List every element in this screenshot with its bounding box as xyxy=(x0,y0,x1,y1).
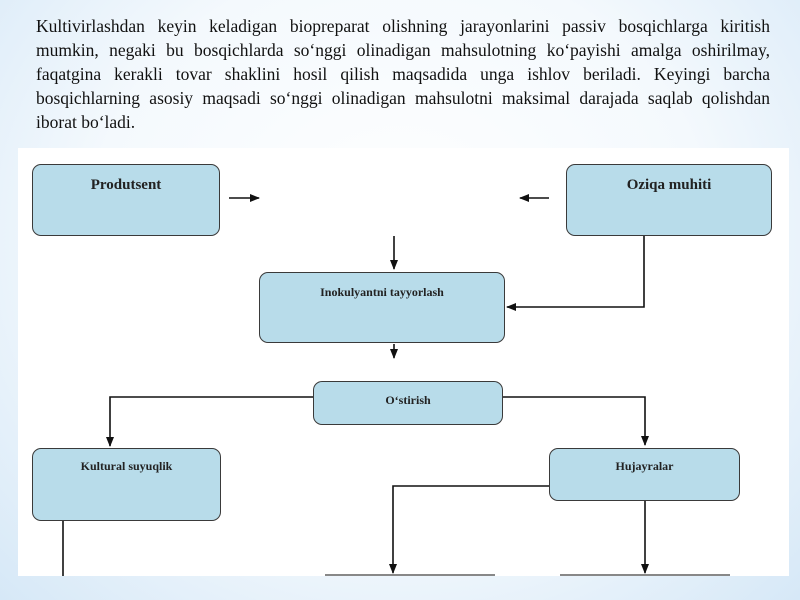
node-kultural-suyuqlik-label: Kultural suyuqlik xyxy=(80,459,173,473)
node-inokulyant-label: Inokulyantni tayyorlash xyxy=(320,285,444,299)
node-hujayralar xyxy=(549,448,740,501)
node-produtsent xyxy=(32,164,220,236)
connector-oziqa-to-inokulyant xyxy=(507,236,644,307)
node-oziqa-muhiti xyxy=(566,164,772,236)
intro-paragraph: Kultivirlashdan keyin keladigan biopreparat olishning jarayonlarini passiv bosqichlarga kiritish mumkin, negaki bu bosqichlarda so‘nggi olinadigan mahsulotning ko‘payishi amalga oshirilmay, faqatgina kerakli tovar shaklini hosil qilish maqsadida unga ishlov beriladi. Keyingi barcha bosqichlarning asosiy maqsadi so‘nggi olinadigan mahsulotni maksimal darajada saqlab qolishdan iborat bo‘ladi. xyxy=(36,16,770,132)
node-oziqa-muhiti-label: Oziqa muhiti xyxy=(626,177,712,193)
node-hujayralar-label: Hujayralar xyxy=(615,459,674,473)
node-ostirish xyxy=(313,381,503,425)
node-produtsent-label: Produtsent xyxy=(90,177,162,193)
connector-to-kultural-suyuqlik xyxy=(110,397,313,446)
node-ostirish-label: O‘stirish xyxy=(385,393,431,407)
connector-to-hujayralar xyxy=(503,397,645,445)
node-inokulyant xyxy=(259,272,505,343)
connector-hujayralar-left-down xyxy=(393,486,549,573)
node-kultural-suyuqlik xyxy=(32,448,221,521)
